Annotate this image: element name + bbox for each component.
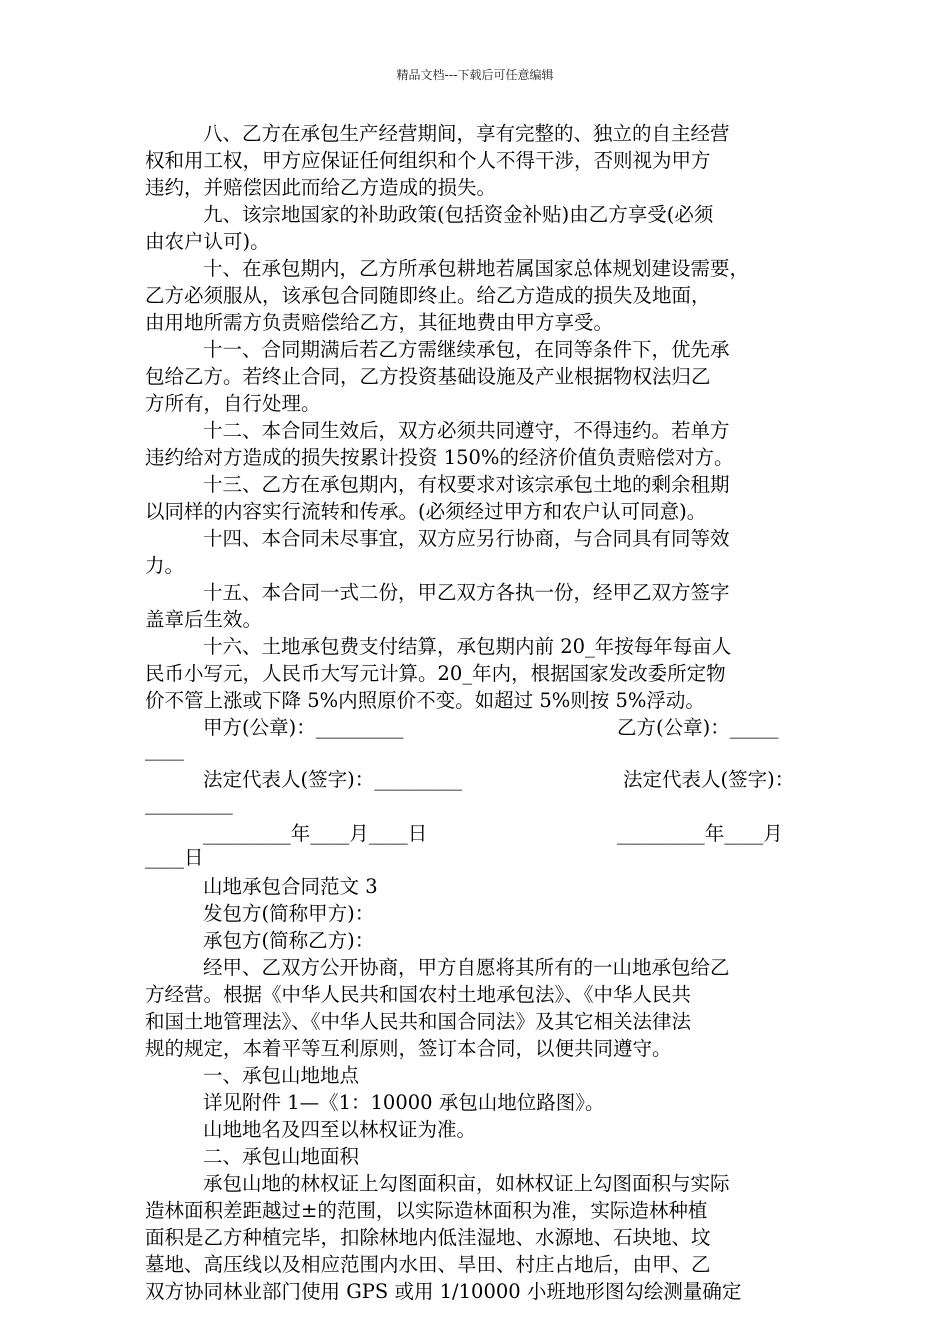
seal-row: [145, 714, 810, 741]
paragraph-line: 力。: [145, 554, 185, 577]
paragraph-line: 和国土地管理法》、《中华人民共和国合同法》及其它相关法律法: [145, 1010, 692, 1033]
date-row-cont: ____日: [145, 846, 204, 869]
paragraph-line: 十四、本合同未尽事宜，双方应另行协商，与合同具有同等效: [203, 527, 730, 550]
item-heading: 二、承包山地面积: [203, 1145, 360, 1168]
paragraph-line: 十六、土地承包费支付结算，承包期内前 20_年按每年每亩人: [203, 635, 732, 658]
date-row: [145, 817, 810, 851]
issuer-line: 发包方(简称甲方)：: [203, 902, 375, 925]
paragraph-line: 十三、乙方在承包期内，有权要求对该宗承包土地的剩余租期: [203, 473, 730, 496]
paragraph-line: 乙方必须服从，该承包合同随即终止。给乙方造成的损失及地面，: [145, 284, 711, 307]
paragraph-line: 违约给对方造成的损失按累计投资 150%的经济价值负责赔偿对方。: [145, 446, 734, 469]
paragraph-line: 经甲、乙双方公开协商，甲方自愿将其所有的一山地承包给乙: [203, 956, 730, 979]
paragraph-line: 十二、本合同生效后，双方必须共同遵守，不得违约。若单方: [203, 419, 730, 442]
paragraph-line: 规的规定，本着平等互利原则，签订本合同，以便共同遵守。: [145, 1037, 672, 1060]
paragraph-line: 十一、合同期满后若乙方需继续承包，在同等条件下，优先承: [203, 338, 730, 361]
party-b-seal-field: 乙方(公章)：_____: [617, 716, 779, 739]
paragraph-line: 由农户认可)。: [145, 230, 270, 253]
paragraph-line: 以同样的内容实行流转和传承。(必须经过甲方和农户认可同意)。: [145, 500, 707, 523]
paragraph-line: 九、该宗地国家的补助政策(包括资金补贴)由乙方享受(必须: [203, 203, 714, 226]
party-a-seal-field: 甲方(公章)：_________: [203, 716, 404, 739]
paragraph-line: 双方协同林业部门使用 GPS 或用 1/10000 小班地形图勾绘测量确定: [145, 1280, 742, 1303]
rep-b-signature-field: 法定代表人(签字)：: [623, 768, 795, 791]
paragraph-line: 价不管上涨或下降 5%内照原价不变。如超过 5%则按 5%浮动。: [145, 689, 705, 712]
document-body: [145, 120, 810, 1305]
paragraph-line: 十五、本合同一式二份，甲乙双方各执一份，经甲乙双方签字: [203, 581, 730, 604]
paragraph-line: 方经营。根据《中华人民共和国农村土地承包法》、《中华人民共: [145, 983, 692, 1006]
paragraph-line: 民币小写元，人民币大写元计算。20_年内，根据国家发改委所定物: [145, 662, 726, 685]
paragraph-line: 盖章后生效。: [145, 608, 263, 631]
seal-row-cont: ____: [145, 738, 184, 761]
item-heading: 一、承包山地地点: [203, 1064, 360, 1087]
paragraph-line: 造林面积差距越过±的范围，以实际造林面积为准，实际造林种植: [145, 1199, 708, 1222]
representative-row-cont: _________: [145, 792, 233, 815]
paragraph-line: 包给乙方。若终止合同，乙方投资基础设施及产业根据物权法归乙: [145, 365, 711, 388]
rep-a-signature-field: 法定代表人(签字)：_________: [203, 768, 462, 791]
paragraph-line: 违约，并赔偿因此而给乙方造成的损失。: [145, 176, 497, 199]
paragraph-line: 十、在承包期内，乙方所承包耕地若属国家总体规划建设需要，: [203, 257, 750, 280]
paragraph-line: 山地地名及四至以林权证为准。: [203, 1118, 477, 1141]
section-title: 山地承包合同范文 3: [203, 875, 378, 898]
date-a-field: _________年____月____日: [203, 822, 428, 845]
paragraph-line: 权和用工权，甲方应保证任何组织和个人不得干涉，否则视为甲方: [145, 149, 711, 172]
date-b-field: _________年____月: [617, 822, 783, 845]
paragraph-line: 面积是乙方种植完毕，扣除林地内低洼湿地、水源地、石块地、坟: [145, 1226, 711, 1249]
paragraph-line: 八、乙方在承包生产经营期间，享有完整的、独立的自主经营: [203, 122, 730, 145]
paragraph-line: 方所有，自行处理。: [145, 392, 321, 415]
page-header: 精品文档---下载后可任意编辑: [396, 68, 554, 82]
paragraph-line: 墓地、高压线以及相应范围内水田、旱田、村庄占地后，由甲、乙: [145, 1253, 711, 1276]
paragraph-line: 详见附件 1—《1：10000 承包山地位路图》。: [203, 1091, 605, 1114]
paragraph-line: 承包山地的林权证上勾图面积亩，如林权证上勾图面积与实际: [203, 1172, 730, 1195]
contractor-line: 承包方(简称乙方)：: [203, 929, 375, 952]
representative-row: [145, 763, 810, 797]
paragraph-line: 由用地所需方负责赔偿给乙方，其征地费由甲方享受。: [145, 311, 614, 334]
